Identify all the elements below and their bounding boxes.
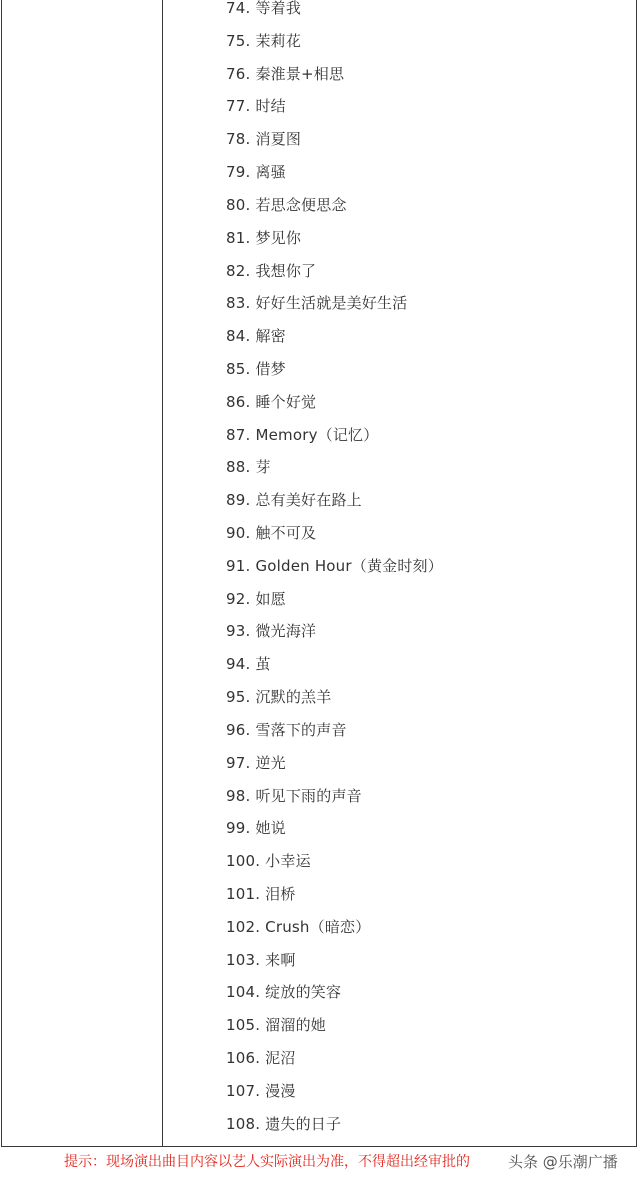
song-number-separator: . <box>255 1049 266 1067</box>
song-number: 77 <box>226 97 246 116</box>
song-number: 79 <box>226 163 246 182</box>
song-number-separator: . <box>245 294 256 313</box>
song-number-separator: . <box>255 1114 266 1133</box>
song-title: 好好生活就是美好生活 <box>255 294 408 313</box>
footer-note: 提示：现场演出曲目内容以艺人实际演出为准，不得超出经审批的 <box>64 1154 470 1170</box>
song-title: Crush（暗恋） <box>265 917 371 936</box>
song-number-separator: . <box>255 852 266 871</box>
song-number: 95 <box>226 688 246 707</box>
song-row <box>226 845 443 878</box>
song-title: 溜溜的她 <box>265 1016 326 1035</box>
song-row <box>226 517 443 550</box>
song-number: 82 <box>226 261 246 280</box>
song-row <box>226 484 443 517</box>
song-number: 108 <box>226 1114 256 1133</box>
song-number: 91 <box>226 556 246 575</box>
song-number: 86 <box>226 392 246 411</box>
song-row <box>226 812 443 845</box>
song-title: 遗失的日子 <box>265 1114 342 1133</box>
song-title: 梦见你 <box>255 228 302 247</box>
song-number: 85 <box>226 359 246 378</box>
song-number-separator: . <box>245 524 256 542</box>
song-row <box>226 681 443 714</box>
song-row <box>226 747 443 780</box>
song-number: 75 <box>226 31 246 50</box>
song-row <box>226 386 443 419</box>
song-row <box>226 156 443 189</box>
song-number-separator: . <box>255 1081 266 1100</box>
song-number: 74 <box>226 0 246 17</box>
song-title: 消夏图 <box>255 130 302 149</box>
song-title: 秦淮景+相思 <box>255 64 345 83</box>
song-title: 听见下雨的声音 <box>255 786 362 805</box>
song-number: 107 <box>226 1081 256 1100</box>
song-row <box>226 123 443 156</box>
song-row <box>226 25 443 58</box>
song-number-separator: . <box>245 753 256 772</box>
song-number: 104 <box>226 983 256 1002</box>
song-number-separator: . <box>245 491 256 510</box>
song-number-separator: . <box>245 31 256 50</box>
song-title: 借梦 <box>255 359 286 378</box>
song-number: 106 <box>226 1049 256 1067</box>
song-title: 若思念便思念 <box>255 195 347 214</box>
song-number: 98 <box>226 786 246 805</box>
song-number: 96 <box>226 720 246 739</box>
song-row <box>226 287 443 320</box>
song-number: 101 <box>226 884 256 903</box>
song-number: 83 <box>226 294 246 313</box>
song-number: 103 <box>226 950 256 969</box>
song-number: 105 <box>226 1016 256 1035</box>
song-number: 76 <box>226 64 246 83</box>
song-title: 绽放的笑容 <box>265 983 342 1002</box>
song-title: 漫漫 <box>265 1081 296 1100</box>
song-number-separator: . <box>245 64 256 83</box>
song-row <box>226 189 443 222</box>
song-row <box>226 944 443 977</box>
song-row <box>226 353 443 386</box>
song-number-separator: . <box>255 1016 266 1035</box>
song-number: 100 <box>226 852 256 871</box>
song-title: Golden Hour（黄金时刻） <box>255 556 443 575</box>
song-title: 等着我 <box>255 0 302 17</box>
song-number-separator: . <box>245 195 256 214</box>
song-number-separator: . <box>245 130 256 149</box>
song-number-separator: . <box>245 359 256 378</box>
song-title: 芽 <box>255 458 271 477</box>
song-number: 90 <box>226 524 246 542</box>
song-number-separator: . <box>245 589 256 608</box>
song-title: 触不可及 <box>255 524 317 542</box>
song-row <box>226 90 443 123</box>
song-title: 茉莉花 <box>255 31 302 50</box>
song-number: 78 <box>226 130 246 149</box>
song-row <box>226 255 443 288</box>
song-row <box>226 714 443 747</box>
song-number-separator: . <box>245 425 256 444</box>
song-number-separator: . <box>245 458 256 477</box>
song-row <box>226 58 443 91</box>
song-number-separator: . <box>245 228 256 247</box>
song-row <box>226 1009 443 1042</box>
song-number-separator: . <box>245 0 256 17</box>
song-number-separator: . <box>255 950 266 969</box>
song-number-separator: . <box>245 97 256 116</box>
song-number: 80 <box>226 195 246 214</box>
song-number: 88 <box>226 458 246 477</box>
song-number: 93 <box>226 622 246 641</box>
song-title: 来啊 <box>265 950 296 969</box>
song-title: 她说 <box>255 819 286 838</box>
song-title: 小幸运 <box>265 852 311 871</box>
song-title: 泪桥 <box>265 884 296 903</box>
song-number-separator: . <box>245 556 256 575</box>
song-number-separator: . <box>245 819 256 838</box>
song-row <box>226 648 443 681</box>
song-title: 离骚 <box>255 163 286 182</box>
song-row <box>226 0 443 25</box>
song-title: 解密 <box>255 327 286 346</box>
song-title: 微光海洋 <box>255 622 317 641</box>
song-number: 97 <box>226 753 246 772</box>
song-title: 时结 <box>255 97 286 116</box>
song-number: 87 <box>226 425 246 444</box>
song-row <box>226 911 443 944</box>
song-row <box>226 550 443 583</box>
song-number-separator: . <box>245 688 256 707</box>
song-title: 茧 <box>255 655 271 674</box>
song-title: 泥沼 <box>265 1049 296 1067</box>
song-number: 102 <box>226 917 256 936</box>
song-number: 81 <box>226 228 246 247</box>
song-number: 84 <box>226 327 246 346</box>
song-list <box>226 0 443 1140</box>
table-left-cell <box>2 0 163 1146</box>
song-row <box>226 976 443 1009</box>
song-row <box>226 419 443 452</box>
song-number: 89 <box>226 491 246 510</box>
song-number-separator: . <box>245 786 256 805</box>
song-number: 92 <box>226 589 246 608</box>
song-title: 如愿 <box>255 589 286 608</box>
song-number-separator: . <box>245 261 256 280</box>
song-number-separator: . <box>245 720 256 739</box>
song-number-separator: . <box>245 622 256 641</box>
song-row <box>226 1042 443 1075</box>
song-number-separator: . <box>255 983 266 1002</box>
song-title: 我想你了 <box>255 261 317 280</box>
song-title: 雪落下的声音 <box>255 720 347 739</box>
song-table <box>1 0 637 1147</box>
song-row <box>226 878 443 911</box>
song-row <box>226 1108 443 1141</box>
watermark: 头条 @乐潮广播 <box>508 1153 618 1171</box>
song-number-separator: . <box>245 163 256 182</box>
song-number-separator: . <box>245 392 256 411</box>
song-title: 逆光 <box>255 753 286 772</box>
song-title: 总有美好在路上 <box>255 491 362 510</box>
song-number-separator: . <box>255 917 266 936</box>
song-row <box>226 780 443 813</box>
song-title: Memory（记忆） <box>255 425 379 444</box>
song-number: 99 <box>226 819 246 838</box>
song-row <box>226 320 443 353</box>
song-row <box>226 615 443 648</box>
song-number-separator: . <box>255 884 266 903</box>
song-title: 沉默的羔羊 <box>255 688 332 707</box>
song-number-separator: . <box>245 327 256 346</box>
song-number: 94 <box>226 655 246 674</box>
song-row <box>226 222 443 255</box>
song-number-separator: . <box>245 655 256 674</box>
song-row <box>226 451 443 484</box>
song-row <box>226 1075 443 1108</box>
song-row <box>226 583 443 616</box>
song-title: 睡个好觉 <box>255 392 317 411</box>
